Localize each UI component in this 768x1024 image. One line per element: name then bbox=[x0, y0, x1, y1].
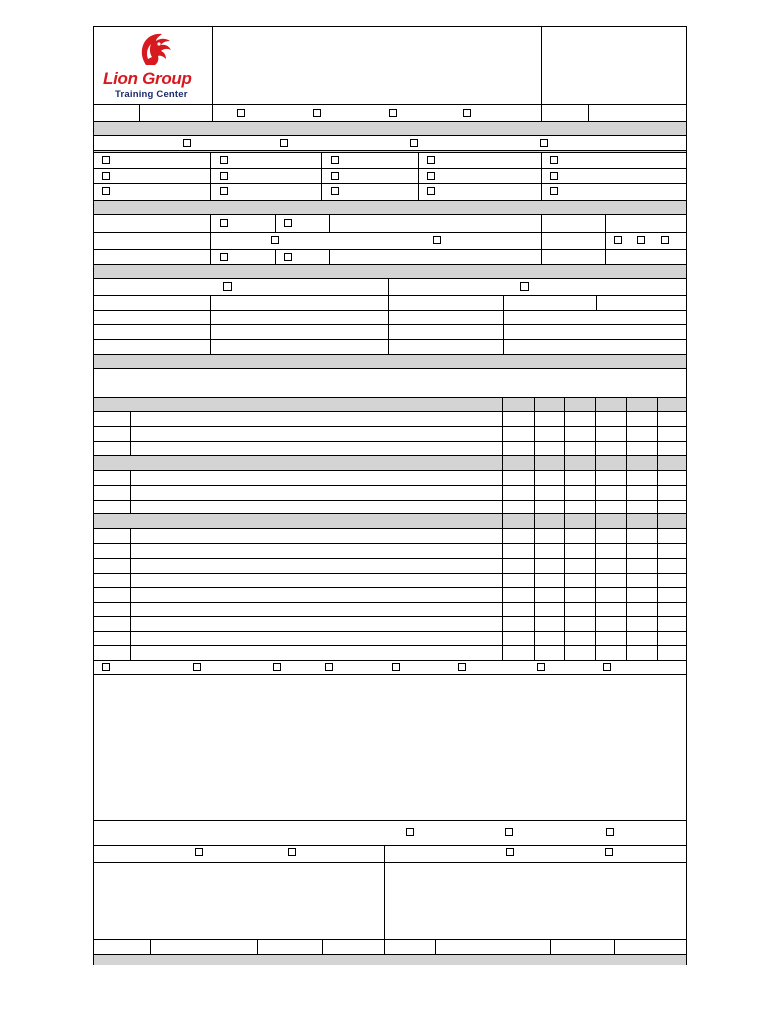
checkbox[interactable] bbox=[537, 663, 545, 671]
checkbox[interactable] bbox=[313, 109, 321, 117]
checkbox[interactable] bbox=[389, 109, 397, 117]
checkbox[interactable] bbox=[458, 663, 466, 671]
checkbox[interactable] bbox=[331, 187, 339, 195]
checkbox[interactable] bbox=[506, 848, 514, 856]
checkbox[interactable] bbox=[220, 253, 228, 261]
logo bbox=[94, 27, 212, 104]
checkbox[interactable] bbox=[220, 219, 228, 227]
checkbox[interactable] bbox=[392, 663, 400, 671]
checkbox[interactable] bbox=[237, 109, 245, 117]
checkbox[interactable] bbox=[325, 663, 333, 671]
checkbox[interactable] bbox=[433, 236, 441, 244]
checkbox[interactable] bbox=[406, 828, 414, 836]
footer-band bbox=[94, 954, 686, 965]
checkbox[interactable] bbox=[102, 156, 110, 164]
checkbox[interactable] bbox=[220, 172, 228, 180]
checkbox[interactable] bbox=[193, 663, 201, 671]
table-section-header bbox=[94, 513, 686, 529]
checkbox[interactable] bbox=[637, 236, 645, 244]
checkbox[interactable] bbox=[520, 282, 529, 291]
section-header bbox=[94, 264, 686, 279]
checkbox[interactable] bbox=[550, 156, 558, 164]
checkbox[interactable] bbox=[195, 848, 203, 856]
checkbox[interactable] bbox=[540, 139, 548, 147]
checkbox[interactable] bbox=[223, 282, 232, 291]
checkbox[interactable] bbox=[102, 663, 110, 671]
logo-brand-text: Lion Group bbox=[103, 69, 192, 88]
checkbox[interactable] bbox=[550, 187, 558, 195]
section-header bbox=[94, 200, 686, 215]
checkbox[interactable] bbox=[220, 187, 228, 195]
checkbox[interactable] bbox=[288, 848, 296, 856]
text-area[interactable] bbox=[94, 369, 686, 397]
section-header bbox=[94, 354, 686, 369]
checkbox[interactable] bbox=[605, 848, 613, 856]
checkbox[interactable] bbox=[284, 253, 292, 261]
checkbox[interactable] bbox=[427, 172, 435, 180]
checkbox[interactable] bbox=[220, 156, 228, 164]
checkbox[interactable] bbox=[606, 828, 614, 836]
checkbox[interactable] bbox=[271, 236, 279, 244]
checkbox[interactable] bbox=[102, 172, 110, 180]
comments-box-right[interactable] bbox=[385, 863, 686, 939]
checkbox[interactable] bbox=[331, 156, 339, 164]
training-form bbox=[93, 26, 687, 965]
checkbox[interactable] bbox=[614, 236, 622, 244]
comments-box-left[interactable] bbox=[94, 863, 384, 939]
checkbox[interactable] bbox=[427, 156, 435, 164]
checkbox[interactable] bbox=[284, 219, 292, 227]
checkbox[interactable] bbox=[661, 236, 669, 244]
checkbox[interactable] bbox=[331, 172, 339, 180]
checkbox[interactable] bbox=[603, 663, 611, 671]
table-section-header bbox=[94, 455, 686, 471]
checkbox[interactable] bbox=[463, 109, 471, 117]
checkbox[interactable] bbox=[505, 828, 513, 836]
checkbox[interactable] bbox=[273, 663, 281, 671]
checkbox[interactable] bbox=[550, 172, 558, 180]
checkbox[interactable] bbox=[427, 187, 435, 195]
checkbox[interactable] bbox=[280, 139, 288, 147]
section-header bbox=[94, 150, 686, 153]
remarks-box[interactable] bbox=[94, 675, 686, 820]
section-header bbox=[94, 121, 686, 136]
checkbox[interactable] bbox=[102, 187, 110, 195]
checkbox[interactable] bbox=[410, 139, 418, 147]
lion-head-icon bbox=[132, 29, 176, 69]
logo-subtitle-text: Training Center bbox=[115, 89, 188, 100]
checkbox[interactable] bbox=[183, 139, 191, 147]
table-section-header bbox=[94, 397, 686, 412]
